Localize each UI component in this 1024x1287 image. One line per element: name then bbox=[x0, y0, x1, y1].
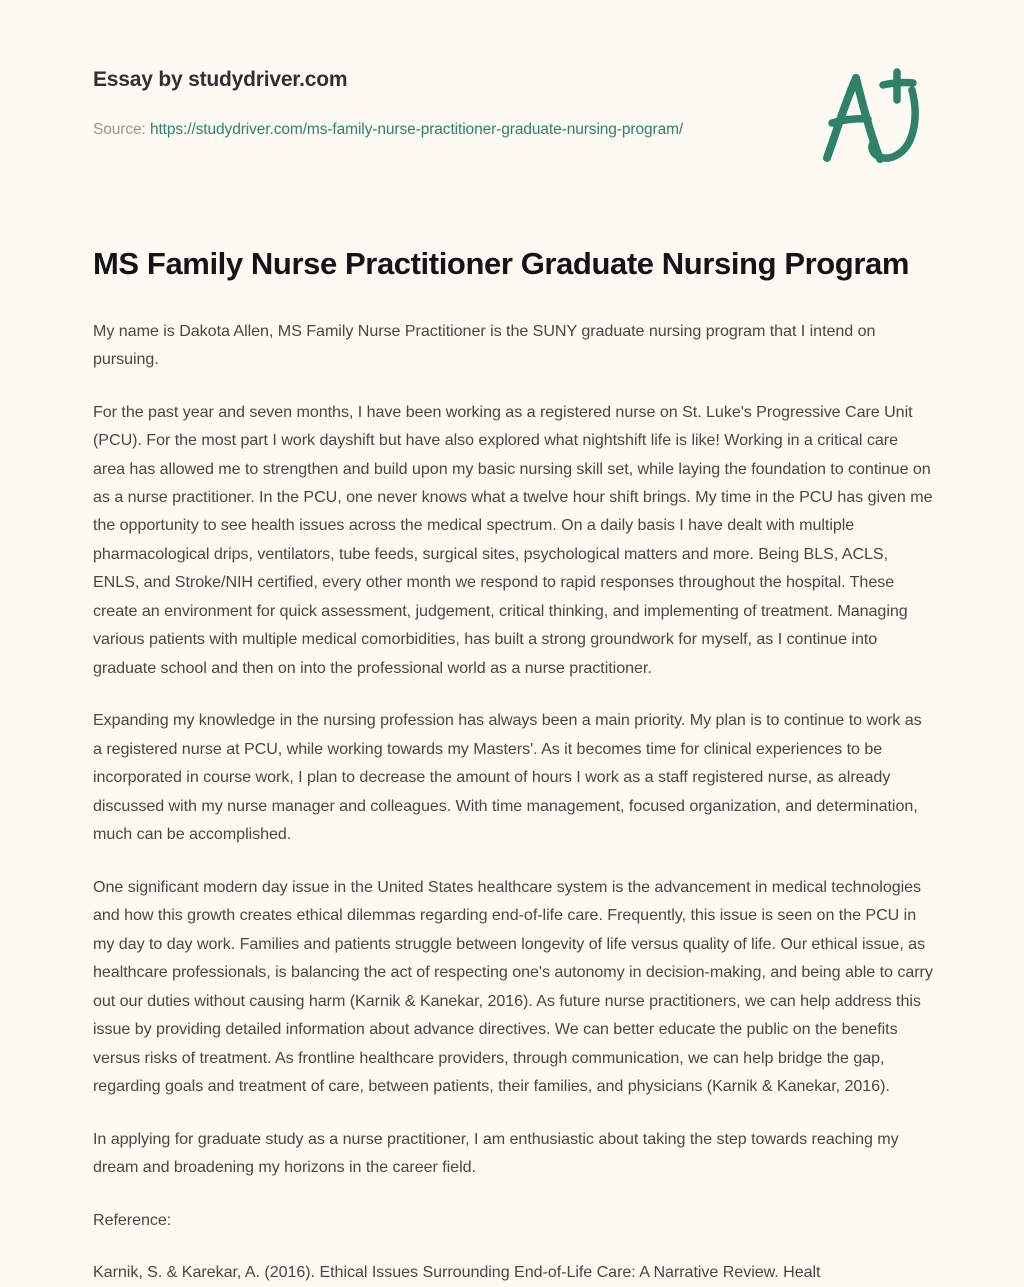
reference-entry: Karnik, S. & Karekar, A. (2016). Ethical Issues Surrounding End-of-Life Care: A Narrative Review. Healt bbox=[93, 1263, 821, 1282]
brand-byline: Essay by studydriver.com bbox=[93, 68, 348, 91]
document-body bbox=[93, 246, 933, 1287]
paragraph-experience: For the past year and seven months, I have been working as a registered nurse on St. Luke's Progressive Care Unit (PCU). For the most part I work dayshift but have also explored what nightshift life is like! Working in a critical care area has allowed me to strengthen and build upon my basic nursing skill set, while laying the foundation to continue on as a nurse practitioner. In the PCU, one never knows what a twelve hour shift brings. My time in the PCU has given me the opportunity to see health issues across the medical spectrum. On a daily basis I have dealt with multiple pharmacological drips, ventilators, tube feeds, surgical sites, psychological matters and more. Being BLS, ACLS, ENLS, and Stroke/NIH certified, every other month we respond to rapid responses throughout the hospital. These create an environment for quick assessment, judgement, critical thinking, and implementing of treatment. Managing various patients with multiple medical comorbidities, has built a strong groundwork for myself, as I continue into graduate school and then on into the professional world as a nurse practitioner. bbox=[93, 402, 933, 677]
source-line bbox=[93, 121, 683, 139]
paragraph-ethical-issue: One significant modern day issue in the United States healthcare system is the advancement in medical technologies and how this growth creates ethical dilemmas regarding end-of-life care. Frequently, this issue is seen on the PCU in my day to day work. Families and patients struggle between longevity of life versus quality of life. Our ethical issue, as healthcare professionals, is balancing the act of respecting one's autonomy in decision-making, and being able to carry out our duties without causing harm (Karnik & Kanekar, 2016). As future nurse practitioners, we can help address this issue by providing detailed information about advance directives. We can better educate the public on the benefits versus risks of treatment. As frontline healthcare providers, through communication, we can help bridge the gap, regarding goals and treatment of care, between patients, their families, and physicians (Karnik & Kanekar, 2016). bbox=[93, 877, 933, 1096]
studydriver-a-plus-logo bbox=[812, 62, 932, 172]
paragraph-plan: Expanding my knowledge in the nursing profession has always been a main priority. My plan is to continue to work as a registered nurse at PCU, while working towards my Masters'. As it becomes time for clinical experiences to be incorporated in course work, I plan to decrease the amount of hours I work as a staff registered nurse, as already discussed with my nurse manager and colleagues. With time management, focused organization, and determination, much can be accomplished. bbox=[93, 711, 922, 844]
reference-heading: Reference: bbox=[93, 1210, 172, 1229]
paragraph-intro: My name is Dakota Allen, MS Family Nurse Practitioner is the SUNY graduate nursing program that I intend on pursuing. bbox=[93, 321, 876, 369]
source-url-link[interactable]: https://studydriver.com/ms-family-nurse-practitioner-graduate-nursing-program/ bbox=[149, 121, 684, 138]
page-title: MS Family Nurse Practitioner Graduate Nursing Program bbox=[93, 246, 910, 281]
source-label: Source: bbox=[93, 121, 146, 138]
page-header bbox=[0, 0, 1024, 200]
paragraph-conclusion: In applying for graduate study as a nurse practitioner, I am enthusiastic about taking the step towards reaching my dream and broadening my horizons in the career field. bbox=[93, 1129, 899, 1177]
